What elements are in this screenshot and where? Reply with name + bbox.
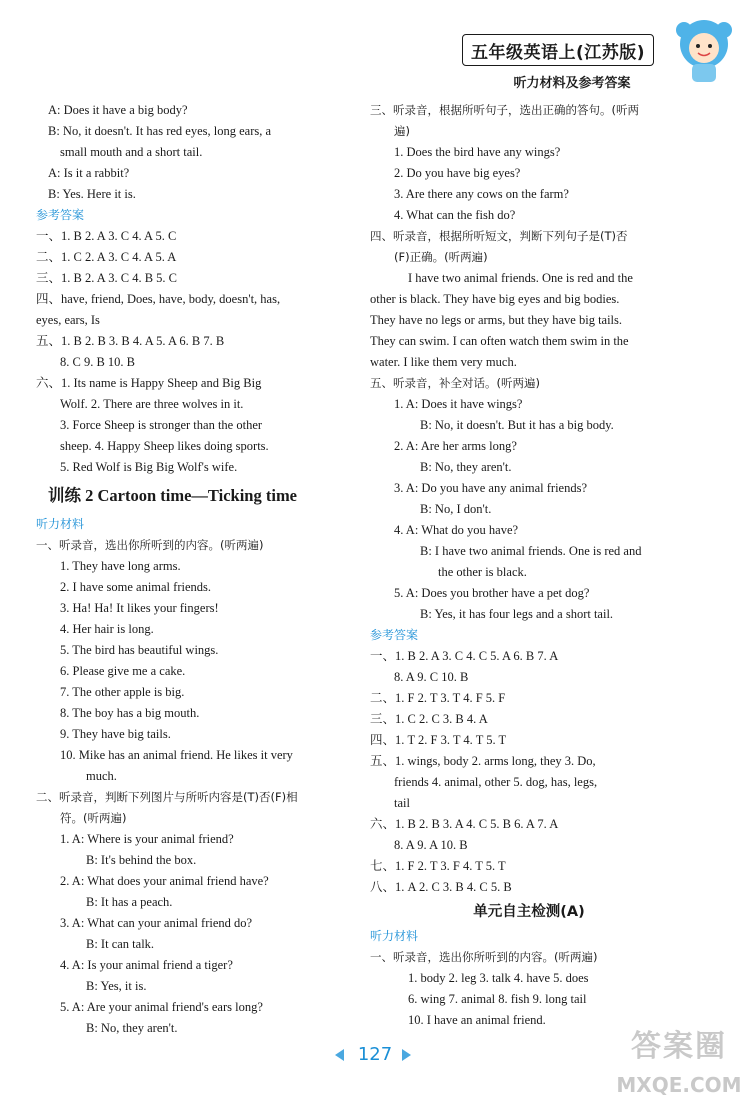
listening-item: 6. Please give me a cake. xyxy=(60,664,186,678)
listening-item: 10. Mike has an animal friend. He likes it very xyxy=(60,748,293,762)
answer-line: 二、1. C 2. A 3. C 4. A 5. A xyxy=(36,250,177,264)
dialogue-line: B: Yes, it is. xyxy=(86,979,147,993)
answer-line: 8. C 9. B 10. B xyxy=(60,355,136,369)
passage-line: They can swim. I can often watch them swim in the xyxy=(370,334,629,348)
listening-item: 1. body 2. leg 3. talk 4. have 5. does xyxy=(408,971,589,985)
section-title: 听力材料及参考答案 xyxy=(513,76,631,91)
dialogue-line: B: No, I don't. xyxy=(420,502,492,516)
answer-line: 三、1. B 2. A 3. C 4. B 5. C xyxy=(36,271,177,285)
right-column xyxy=(370,100,688,1031)
section-heading: 四、听录音，根据所听短文，判断下列句子是(T)否 xyxy=(370,229,628,243)
answer-line: 五、1. wings, body 2. arms long, they 3. Do, xyxy=(370,754,596,768)
answer-line: 一、1. B 2. A 3. C 4. A 5. C xyxy=(36,229,177,243)
section-heading: 二、听录音，判断下列图片与所听内容是(T)否(F)相 xyxy=(36,790,298,804)
answer-line: 3. Force Sheep is stronger than the other xyxy=(60,418,263,432)
section-heading: 一、听录音，选出你所听到的内容。(听两遍) xyxy=(36,538,264,552)
passage-line: other is black. They have big eyes and big bodies. xyxy=(370,292,620,306)
watermark-text: 答案圈 xyxy=(631,1029,727,1064)
dialogue-line: 3. A: What can your animal friend do? xyxy=(60,916,253,930)
dialogue-line: B: No, it doesn't. It has red eyes, long ears, a xyxy=(48,124,272,138)
passage-line: They have no legs or arms, but they have big tails. xyxy=(370,313,623,327)
dialogue-line: the other is black. xyxy=(438,565,527,579)
lesson-title: 训练 2 Cartoon time—Ticking time xyxy=(48,486,298,505)
dialogue-line: 3. A: Do you have any animal friends? xyxy=(394,481,588,495)
listening-item: much. xyxy=(86,769,117,783)
dialogue-line: 1. A: Does it have wings? xyxy=(394,397,523,411)
listening-item: 7. The other apple is big. xyxy=(60,685,185,699)
dialogue-line: B: No, it doesn't. But it has a big body. xyxy=(420,418,614,432)
dialogue-line: B: It has a peach. xyxy=(86,895,173,909)
dialogue-line: 2. A: What does your animal friend have? xyxy=(60,874,269,888)
left-column xyxy=(36,100,354,1039)
listening-heading: 听力材料 xyxy=(36,517,85,531)
answer-line: friends 4. animal, other 5. dog, has, legs, xyxy=(394,775,598,789)
answer-line: 四、have, friend, Does, have, body, doesn't, has, xyxy=(36,292,281,306)
answer-line: eyes, ears, Is xyxy=(36,313,100,327)
answer-heading: 参考答案 xyxy=(370,628,419,642)
answer-line: Wolf. 2. There are three wolves in it. xyxy=(60,397,244,411)
dialogue-line: 2. A: Are her arms long? xyxy=(394,439,517,453)
section-heading: 一、听录音，选出你所听到的内容。(听两遍) xyxy=(370,950,598,964)
section-heading: 五、听录音，补全对话。(听两遍) xyxy=(370,376,540,390)
listening-item: 9. They have big tails. xyxy=(60,727,171,741)
book-title-box xyxy=(462,34,654,66)
listening-item: 4. Her hair is long. xyxy=(60,622,154,636)
answer-line: 五、1. B 2. B 3. B 4. A 5. A 6. B 7. B xyxy=(36,334,225,348)
dialogue-line: B: No, they aren't. xyxy=(86,1021,178,1035)
answer-line: 二、1. F 2. T 3. T 4. F 5. F xyxy=(370,691,506,705)
passage-line: I have two animal friends. One is red and the xyxy=(408,271,633,285)
answer-line: tail xyxy=(394,796,410,810)
answer-line: 四、1. T 2. F 3. T 4. T 5. T xyxy=(370,733,507,747)
section-heading: 遍) xyxy=(394,124,410,138)
dialogue-line: A: Is it a rabbit? xyxy=(48,166,130,180)
passage-line: water. I like them very much. xyxy=(370,355,517,369)
dialogue-line: B: It's behind the box. xyxy=(86,853,197,867)
dialogue-line: B: I have two animal friends. One is red and xyxy=(420,544,642,558)
dialogue-line: B: Yes, it has four legs and a short tail. xyxy=(420,607,614,621)
page-number: 127 xyxy=(357,1044,393,1065)
dialogue-line: 5. A: Are your animal friend's ears long? xyxy=(60,1000,263,1014)
answer-line: 三、1. C 2. C 3. B 4. A xyxy=(370,712,488,726)
answer-heading: 参考答案 xyxy=(36,208,85,222)
dialogue-line: 5. A: Does you brother have a pet dog? xyxy=(394,586,590,600)
cartoon-mascot-icon xyxy=(664,10,744,90)
watermark-url: MXQE.COM xyxy=(616,1073,742,1097)
dialogue-line: 4. A: Is your animal friend a tiger? xyxy=(60,958,233,972)
dialogue-line: A: Does it have a big body? xyxy=(48,103,188,117)
listening-item: 5. The bird has beautiful wings. xyxy=(60,643,219,657)
listening-item: 10. I have an animal friend. xyxy=(408,1013,546,1027)
listening-item: 1. They have long arms. xyxy=(60,559,181,573)
book-title: 五年级英语上(江苏版) xyxy=(470,42,646,63)
answer-line: 一、1. B 2. A 3. C 4. C 5. A 6. B 7. A xyxy=(370,649,559,663)
dialogue-line: B: No, they aren't. xyxy=(420,460,512,474)
section-heading: 符。(听两遍) xyxy=(60,811,127,825)
listening-item: 3. Ha! Ha! It likes your fingers! xyxy=(60,601,219,615)
listening-item: 8. The boy has a big mouth. xyxy=(60,706,200,720)
answer-line: 六、1. Its name is Happy Sheep and Big Big xyxy=(36,376,262,390)
section-heading: (F)正确。(听两遍) xyxy=(394,250,488,264)
dialogue-line: 1. A: Where is your animal friend? xyxy=(60,832,234,846)
dialogue-line: B: Yes. Here it is. xyxy=(48,187,136,201)
answer-line: 六、1. B 2. B 3. A 4. C 5. B 6. A 7. A xyxy=(370,817,559,831)
listening-item: 1. Does the bird have any wings? xyxy=(394,145,561,159)
answer-line: 8. A 9. C 10. B xyxy=(394,670,469,684)
listening-item: 2. Do you have big eyes? xyxy=(394,166,521,180)
answer-line: 七、1. F 2. T 3. F 4. T 5. T xyxy=(370,859,506,873)
listening-item: 6. wing 7. animal 8. fish 9. long tail xyxy=(408,992,587,1006)
dialogue-line: small mouth and a short tail. xyxy=(60,145,203,159)
listening-item: 3. Are there any cows on the farm? xyxy=(394,187,569,201)
answer-line: sheep. 4. Happy Sheep likes doing sports. xyxy=(60,439,269,453)
listening-item: 2. I have some animal friends. xyxy=(60,580,211,594)
listening-item: 4. What can the fish do? xyxy=(394,208,516,222)
section-heading: 三、听录音，根据所听句子，选出正确的答句。(听两 xyxy=(370,103,639,117)
answer-line: 5. Red Wolf is Big Big Wolf's wife. xyxy=(60,460,238,474)
listening-heading: 听力材料 xyxy=(370,929,419,943)
watermark-logo xyxy=(614,1024,744,1108)
next-page-arrow-icon xyxy=(402,1049,411,1061)
unit-title: 单元自主检测(A) xyxy=(473,904,585,920)
answer-line: 8. A 9. A 10. B xyxy=(394,838,468,852)
dialogue-line: 4. A: What do you have? xyxy=(394,523,519,537)
dialogue-line: B: It can talk. xyxy=(86,937,155,951)
answer-line: 八、1. A 2. C 3. B 4. C 5. B xyxy=(370,880,512,894)
